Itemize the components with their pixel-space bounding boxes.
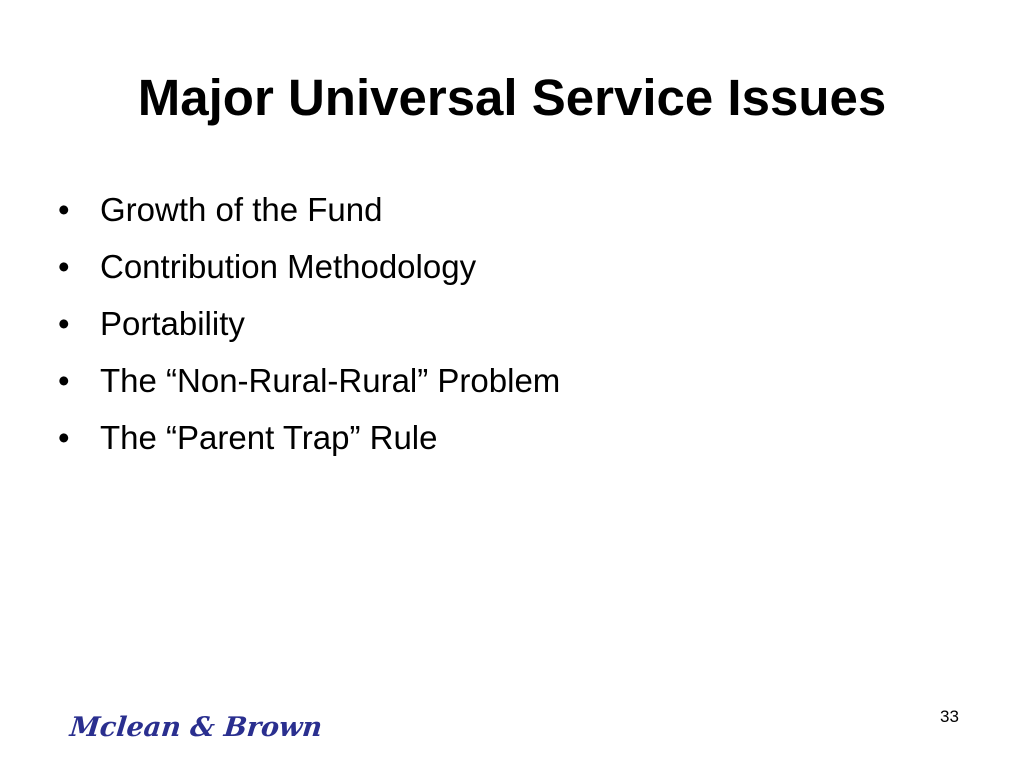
bullet-icon: •: [58, 248, 70, 285]
bullet-icon: •: [58, 419, 70, 456]
company-logo: Mclean & Brown: [68, 712, 324, 743]
page-number: 33: [940, 707, 959, 726]
bullet-text: Contribution Methodology: [100, 248, 477, 285]
bullet-icon: •: [58, 362, 70, 399]
bullet-text: The “Parent Trap” Rule: [100, 419, 438, 456]
slide-title: Major Universal Service Issues: [137, 69, 887, 126]
bullet-text: Growth of the Fund: [100, 191, 383, 228]
bullet-icon: •: [58, 305, 70, 342]
bullet-icon: •: [58, 191, 70, 228]
bullet-text: The “Non-Rural-Rural” Problem: [100, 362, 561, 399]
bullet-text: Portability: [100, 305, 245, 342]
